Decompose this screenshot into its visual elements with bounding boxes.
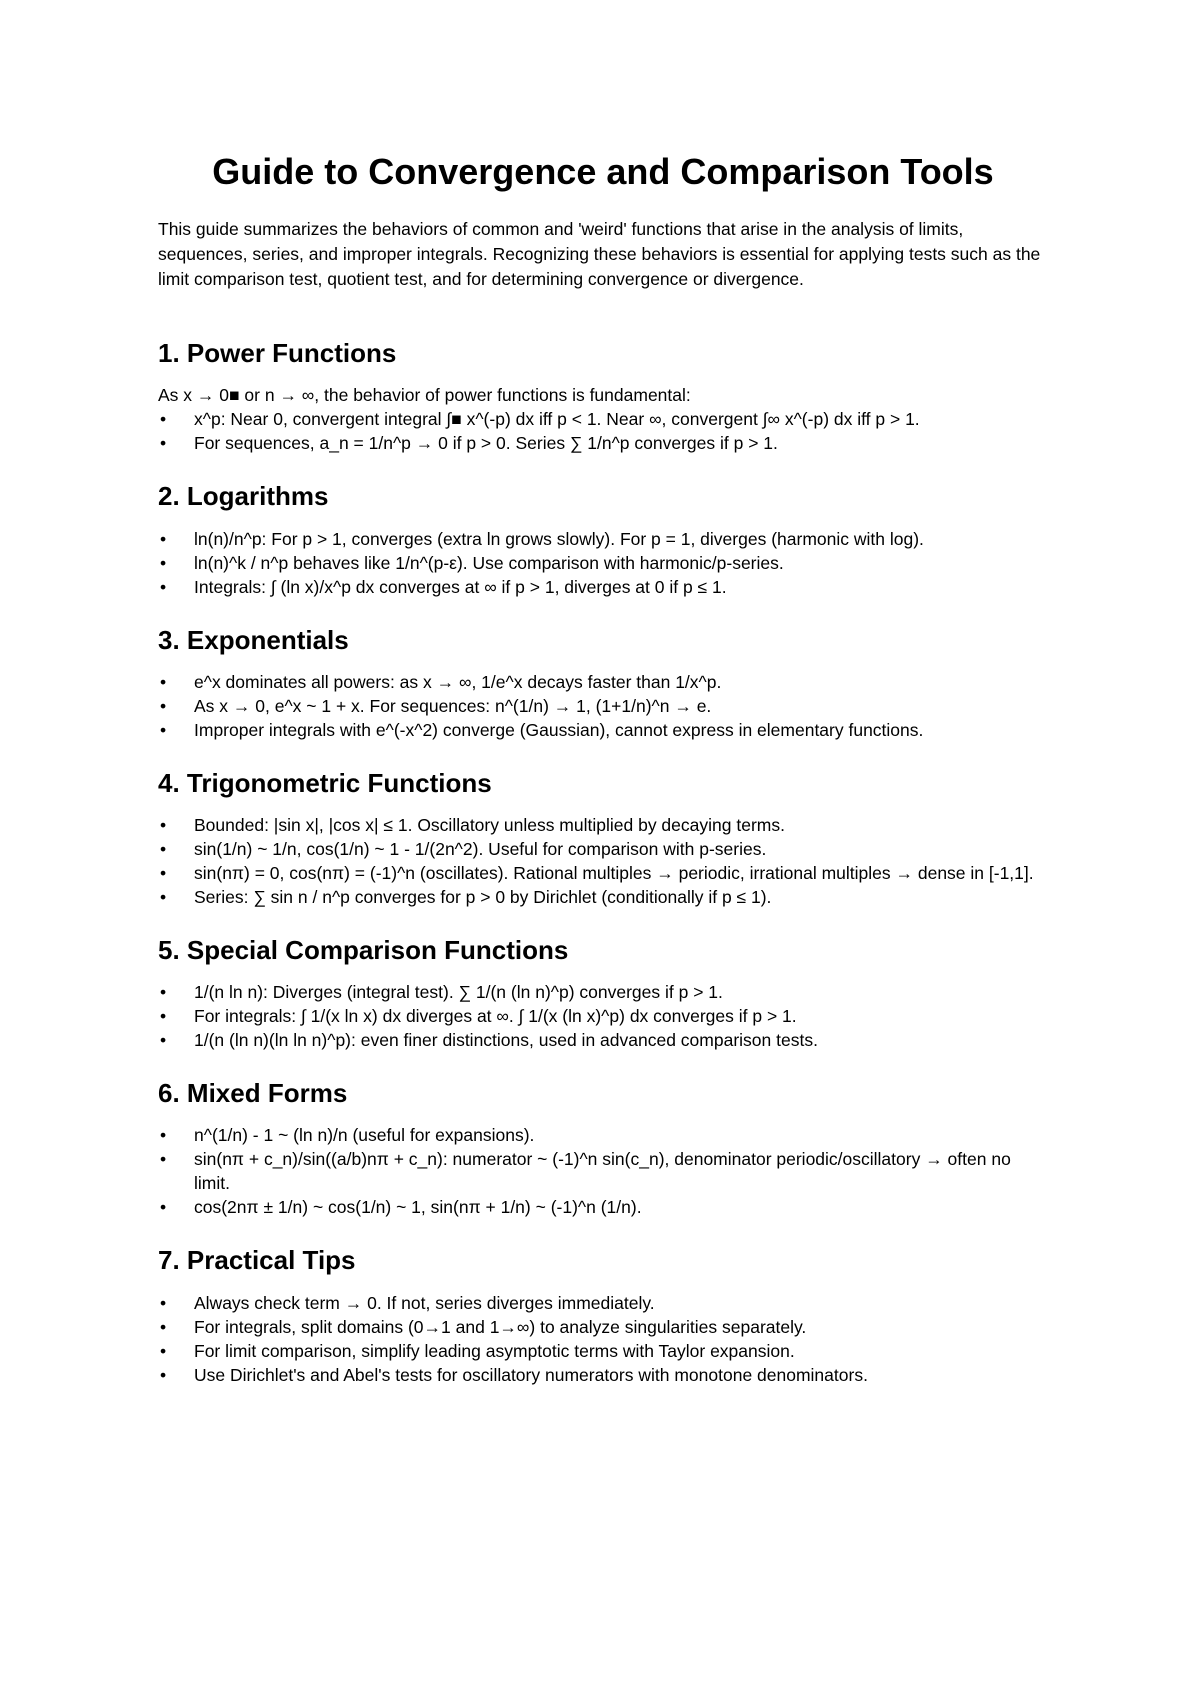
list-item <box>158 861 1048 885</box>
section-7 <box>158 1245 1048 1386</box>
bullet-icon: • <box>160 576 167 597</box>
bullet-icon: • <box>160 838 167 859</box>
list-item <box>158 813 1048 837</box>
list-item-text: For integrals: ∫ 1/(x ln x) dx diverges at ∞. ∫ 1/(x (ln x)^p) dx converges if p > 1. <box>194 1006 797 1027</box>
list-item <box>158 1339 1048 1363</box>
bullet-icon: • <box>160 1149 167 1170</box>
list-item-text: Use Dirichlet's and Abel's tests for oscillatory numerators with monotone denominators. <box>194 1364 868 1385</box>
section-heading: 7. Practical Tips <box>158 1245 356 1276</box>
list-item <box>158 837 1048 861</box>
list-item-text: Bounded: |sin x|, |cos x| ≤ 1. Oscillatory unless multiplied by decaying terms. <box>194 814 785 835</box>
bullet-list <box>158 527 1048 599</box>
list-item-text: sin(nπ + c_n)/sin((a/b)nπ + c_n): numerator ~ (-1)^n sin(c_n), denominator periodic/oscillatory → often no limit. <box>194 1149 1011 1194</box>
list-item <box>158 1147 1048 1195</box>
list-item <box>158 1195 1048 1219</box>
bullet-icon: • <box>160 1006 167 1027</box>
list-item-text: 1/(n ln n): Diverges (integral test). ∑ 1/(n (ln n)^p) converges if p > 1. <box>194 982 723 1003</box>
list-item <box>158 551 1048 575</box>
list-item-text: sin(nπ) = 0, cos(nπ) = (-1)^n (oscillates). Rational multiples → periodic, irrational multiples → dense in [-1,1]. <box>194 862 1034 883</box>
bullet-icon: • <box>160 552 167 573</box>
list-item-text: 1/(n (ln n)(ln ln n)^p): even finer distinctions, used in advanced comparison tests. <box>194 1030 818 1051</box>
bullet-list <box>158 1291 1048 1387</box>
section-3 <box>158 625 1048 742</box>
list-item <box>158 1315 1048 1339</box>
list-item-text: Improper integrals with e^(-x^2) converge (Gaussian), cannot express in elementary functions. <box>194 719 924 740</box>
list-item-text: ln(n)^k / n^p behaves like 1/n^(p-ε). Use comparison with harmonic/p-series. <box>194 552 784 573</box>
list-item-text: cos(2nπ ± 1/n) ~ cos(1/n) ~ 1, sin(nπ + 1/n) ~ (-1)^n (1/n). <box>194 1197 642 1218</box>
bullet-icon: • <box>160 886 167 907</box>
bullet-icon: • <box>160 409 167 430</box>
list-item-text: For limit comparison, simplify leading asymptotic terms with Taylor expansion. <box>194 1340 795 1361</box>
section-heading: 6. Mixed Forms <box>158 1078 348 1109</box>
list-item-text: For integrals, split domains (0→1 and 1→∞) to analyze singularities separately. <box>194 1316 807 1337</box>
section-heading: 4. Trigonometric Functions <box>158 767 492 798</box>
section-1 <box>158 338 1048 455</box>
section-5 <box>158 935 1048 1052</box>
bullet-icon: • <box>160 719 167 740</box>
list-item-text: ln(n)/n^p: For p > 1, converges (extra ln grows slowly). For p = 1, diverges (harmonic with log). <box>194 528 924 549</box>
bullet-list <box>158 813 1048 909</box>
section-2 <box>158 481 1048 598</box>
list-item <box>158 527 1048 551</box>
bullet-icon: • <box>160 433 167 454</box>
bullet-icon: • <box>160 695 167 716</box>
list-item-text: sin(1/n) ~ 1/n, cos(1/n) ~ 1 - 1/(2n^2). Useful for comparison with p-series. <box>194 838 767 859</box>
list-item <box>158 885 1048 909</box>
section-lead-text: As x → 0■ or n → ∞, the behavior of power functions is fundamental: <box>158 385 691 406</box>
bullet-icon: • <box>160 1292 167 1313</box>
list-item-text: Always check term → 0. If not, series diverges immediately. <box>194 1292 655 1313</box>
bullet-icon: • <box>160 1030 167 1051</box>
document-page <box>158 150 1048 1413</box>
bullet-icon: • <box>160 1125 167 1146</box>
list-item <box>158 980 1048 1004</box>
list-item <box>158 694 1048 718</box>
list-item-text: x^p: Near 0, convergent integral ∫■ x^(-p) dx iff p < 1. Near ∞, convergent ∫∞ x^(-p) dx iff p > 1. <box>194 409 920 430</box>
bullet-icon: • <box>160 814 167 835</box>
list-item-text: n^(1/n) - 1 ~ (ln n)/n (useful for expansions). <box>194 1125 535 1146</box>
bullet-list <box>158 980 1048 1052</box>
section-4 <box>158 768 1048 909</box>
bullet-icon: • <box>160 1197 167 1218</box>
bullet-icon: • <box>160 528 167 549</box>
list-item <box>158 575 1048 599</box>
list-item <box>158 1004 1048 1028</box>
list-item-text: Integrals: ∫ (ln x)/x^p dx converges at ∞ if p > 1, diverges at 0 if p ≤ 1. <box>194 576 727 597</box>
list-item <box>158 1123 1048 1147</box>
bullet-list <box>158 670 1048 742</box>
bullet-icon: • <box>160 671 167 692</box>
section-6 <box>158 1078 1048 1219</box>
section-heading: 2. Logarithms <box>158 481 329 512</box>
list-item <box>158 431 1048 455</box>
bullet-icon: • <box>160 1316 167 1337</box>
section-heading: 5. Special Comparison Functions <box>158 934 569 965</box>
bullet-list <box>158 407 1048 455</box>
list-item-text: Series: ∑ sin n / n^p converges for p > 0 by Dirichlet (conditionally if p ≤ 1). <box>194 886 772 907</box>
list-item <box>158 670 1048 694</box>
list-item-text: As x → 0, e^x ~ 1 + x. For sequences: n^(1/n) → 1, (1+1/n)^n → e. <box>194 695 712 716</box>
bullet-icon: • <box>160 862 167 883</box>
section-heading: 1. Power Functions <box>158 338 397 369</box>
sections-container <box>158 338 1048 1386</box>
list-item <box>158 718 1048 742</box>
list-item <box>158 1291 1048 1315</box>
bullet-icon: • <box>160 1340 167 1361</box>
list-item <box>158 1363 1048 1387</box>
list-item-text: For sequences, a_n = 1/n^p → 0 if p > 0. Series ∑ 1/n^p converges if p > 1. <box>194 433 778 454</box>
bullet-list <box>158 1123 1048 1219</box>
bullet-icon: • <box>160 1364 167 1385</box>
list-item <box>158 1028 1048 1052</box>
list-item <box>158 407 1048 431</box>
page-title: Guide to Convergence and Comparison Tools <box>212 151 994 192</box>
list-item-text: e^x dominates all powers: as x → ∞, 1/e^x decays faster than 1/x^p. <box>194 671 722 692</box>
intro-paragraph: This guide summarizes the behaviors of common and 'weird' functions that arise in the analysis of limits, sequences, series, and improper integrals. Recognizing these behaviors is essential for applying tests such as the limit comparison test, quotient test, and for determining convergence or divergence. <box>158 219 1041 290</box>
bullet-icon: • <box>160 982 167 1003</box>
section-heading: 3. Exponentials <box>158 624 349 655</box>
